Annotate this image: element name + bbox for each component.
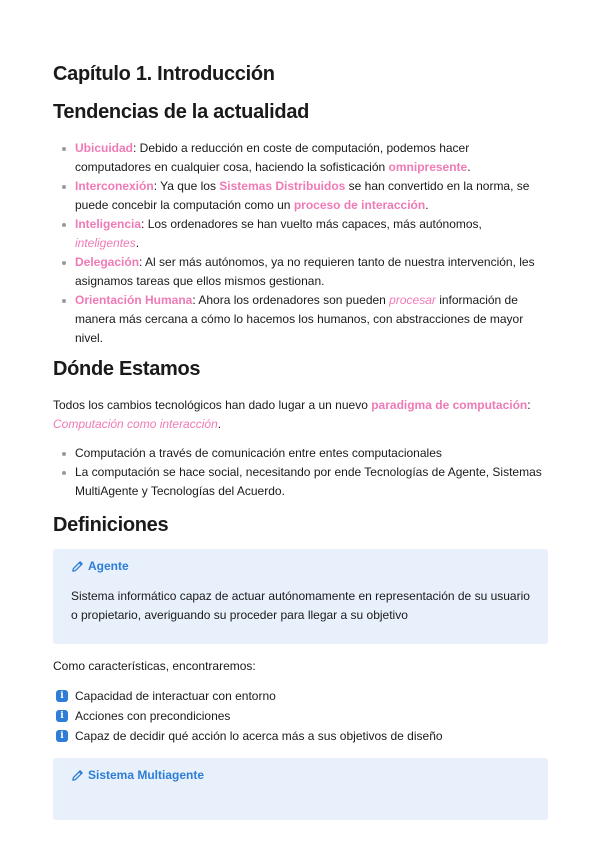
info-item-text: Capacidad de interactuar con entorno — [75, 689, 276, 703]
list-item: Computación a través de comunicación entre entes computacionales — [53, 444, 548, 463]
list-item — [53, 253, 548, 291]
info-icon: i — [56, 730, 68, 742]
emphasis-italic: inteligentes — [75, 236, 136, 250]
info-icon: i — [56, 690, 68, 702]
list-item: La computación se hace social, necesitando por ende Tecnologías de Agente, Sistemas MultiAgente y Tecnologías del Acuerdo. — [53, 463, 548, 501]
callout-agente — [53, 549, 548, 644]
callout-multiagente — [53, 758, 548, 820]
pencil-icon — [71, 769, 84, 782]
info-item-text: Capaz de decidir qué acción lo acerca más a sus objetivos de diseño — [75, 729, 443, 743]
emphasis: paradigma de computación — [371, 398, 528, 412]
callout-title-text: Sistema Multiagente — [88, 768, 205, 782]
intro-text: Todos los cambios tecnológicos han dado lugar a un nuevo — [53, 398, 372, 412]
item-text: información de manera más cercana a cómo lo hacemos los humanos, con abstracciones de mayor nivel. — [75, 293, 524, 345]
list-item — [53, 139, 548, 177]
info-item — [56, 726, 548, 746]
item-text: . — [467, 160, 471, 174]
emphasis-italic: Computación como interacción — [53, 417, 218, 431]
intro-colon: : — [527, 398, 531, 412]
donde-list — [53, 444, 548, 501]
emphasis: Sistemas Distribuidos — [219, 179, 346, 193]
term: Interconexión — [75, 179, 154, 193]
caracteristicas-intro: Como características, encontraremos: — [53, 659, 256, 673]
item-text: . — [135, 236, 140, 250]
item-text: : Debido a reducción en coste de computación, podemos hacer computadores en cualquier cosa, haciendo la sofisticación — [75, 141, 470, 174]
item-text: . — [425, 198, 429, 212]
callout-title-text: Agente — [88, 559, 129, 573]
item-text: : Ahora los ordenadores son pueden — [192, 293, 390, 307]
section-title-donde: Dónde Estamos — [53, 358, 201, 380]
list-item — [53, 215, 548, 253]
list-item — [53, 291, 548, 348]
item-text: : Al ser más autónomos, ya no requieren tanto de nuestra intervención, les asignamos tareas que ellos mismos gestionan. — [75, 255, 535, 288]
item-text: se han convertido en la norma, se puede concebir la computación como un — [75, 179, 530, 212]
info-list — [56, 686, 548, 746]
section-title-tendencias: Tendencias de la actualidad — [53, 101, 310, 123]
callout-title — [71, 559, 129, 573]
section-title-definiciones: Definiciones — [53, 514, 169, 536]
callout-title — [71, 768, 204, 782]
emphasis: omnipresente — [388, 160, 468, 174]
tendencias-list — [53, 139, 548, 348]
emphasis-italic: procesar — [389, 293, 436, 307]
list-item — [53, 177, 548, 215]
item-text: : Los ordenadores se han vuelto más capaces, más autónomos, — [141, 217, 482, 231]
term: Delegación — [75, 255, 140, 269]
info-item — [56, 706, 548, 726]
emphasis: proceso de interacción — [293, 198, 426, 212]
chapter-title: Capítulo 1. Introducción — [53, 63, 275, 85]
term: Inteligencia — [75, 217, 142, 231]
item-text: : Ya que los — [153, 179, 220, 193]
term: Ubicuidad — [75, 141, 134, 155]
pencil-icon — [71, 560, 84, 573]
info-icon: i — [56, 710, 68, 722]
info-item — [56, 686, 548, 706]
term: Orientación Humana — [75, 293, 193, 307]
intro-end: . — [217, 417, 222, 431]
info-item-text: Acciones con precondiciones — [75, 709, 231, 723]
callout-body: Sistema informático capaz de actuar autónomamente en representación de su usuario o propietario, averiguando su proceder para llegar a su objetivo — [71, 589, 530, 622]
donde-intro — [53, 396, 548, 434]
